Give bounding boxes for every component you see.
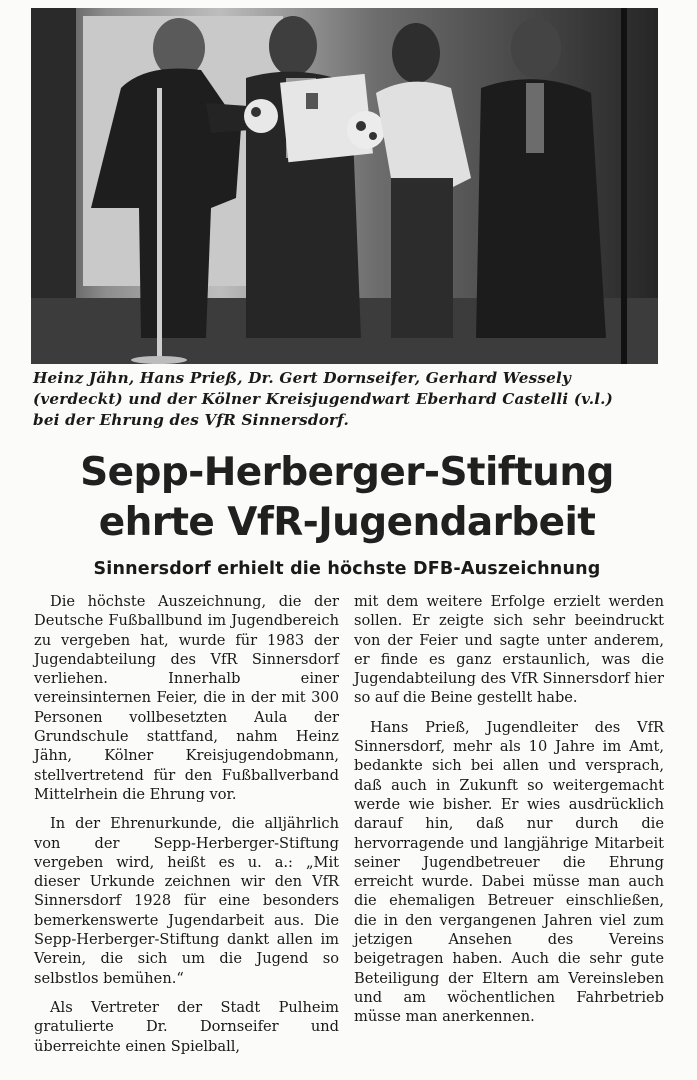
photo-icon [31, 8, 658, 364]
headline [22, 448, 672, 548]
headline-line-2: ehrte VfR-Jugendarbeit [98, 500, 596, 545]
article-paragraph: Hans Prieß, Jugendleiter des VfR Sinnersdorf, mehr als 10 Jahre im Amt, bedankte sich bei allen und versprach, daß auch in Zukunft so weitergemacht werde wie bisher. Er wies ausdrücklich darauf hin, daß nur durch die hervorragende und langjährige Mitarbeit seiner Jugendbetreuer die Ehrung erreicht wurde. Dabei müsse man auch die ehemaligen Betreuer einschließen, die in den vergangenen Jahren viel zum jetzigen Ansehen des Vereins beigetragen haben. Auch die sehr gute Beteiligung der Eltern am Vereinsleben und am wöchentlichen Fahrbetrieb müsse man anerkennen. [354, 718, 664, 1026]
caption-line-1: Heinz Jähn, Hans Prieß, Dr. Gert Dornseifer, Gerhard Wessely [33, 369, 572, 387]
article-paragraph: Die höchste Auszeichnung, die der Deutsche Fußballbund im Jugendbereich zu vergeben hat, wurde für 1983 der Jugendabteilung des VfR Sinnersdorf verliehen. Innerhalb einer vereinsinternen Feier, die in der mit 300 Personen vollbesetzten Aula der Grundschule stattfand, nahm Heinz Jähn, Kölner Kreisjugendobmann, stellvertretend für den Fußballverband Mittelrhein die Ehrung vor. [34, 593, 339, 803]
article-column-left [34, 592, 339, 1056]
subheadline: Sinnersdorf erhielt die höchste DFB-Auszeichnung [93, 559, 601, 579]
article-paragraph: mit dem weitere Erfolge erzielt werden sollen. Er zeigte sich sehr beeindruckt von der Feier und sagte unter anderem, er finde es ganz erstaunlich, was die Jugendabteilung des VfR Sinnersdorf hier so auf die Beine gestellt habe. [354, 593, 664, 707]
caption-line-2: (verdeckt) und der Kölner Kreisjugendwart Eberhard Castelli (v.l.) [33, 390, 614, 408]
article-paragraph: In der Ehrenurkunde, die alljährlich von der Sepp-Herberger-Stiftung vergeben wird, heißt es u. a.: „Mit dieser Urkunde zeichnen wir den VfR Sinnersdorf 1928 für eine besonders bemerkenswerte Jugendarbeit aus. Die Sepp-Herberger-Stiftung dankt allen im Verein, die sich um die Jugend so selbstlos bemühen.“ [34, 815, 339, 987]
article-column-right [354, 592, 664, 1027]
photo-caption [33, 368, 663, 431]
award-ceremony-photo [31, 8, 658, 364]
caption-line-3: bei der Ehrung des VfR Sinnersdorf. [33, 411, 349, 429]
headline-line-1: Sepp-Herberger-Stiftung [80, 450, 614, 495]
article-paragraph: Als Vertreter der Stadt Pulheim gratulierte Dr. Dornseifer und überreichte einen Spielball, [34, 998, 339, 1055]
